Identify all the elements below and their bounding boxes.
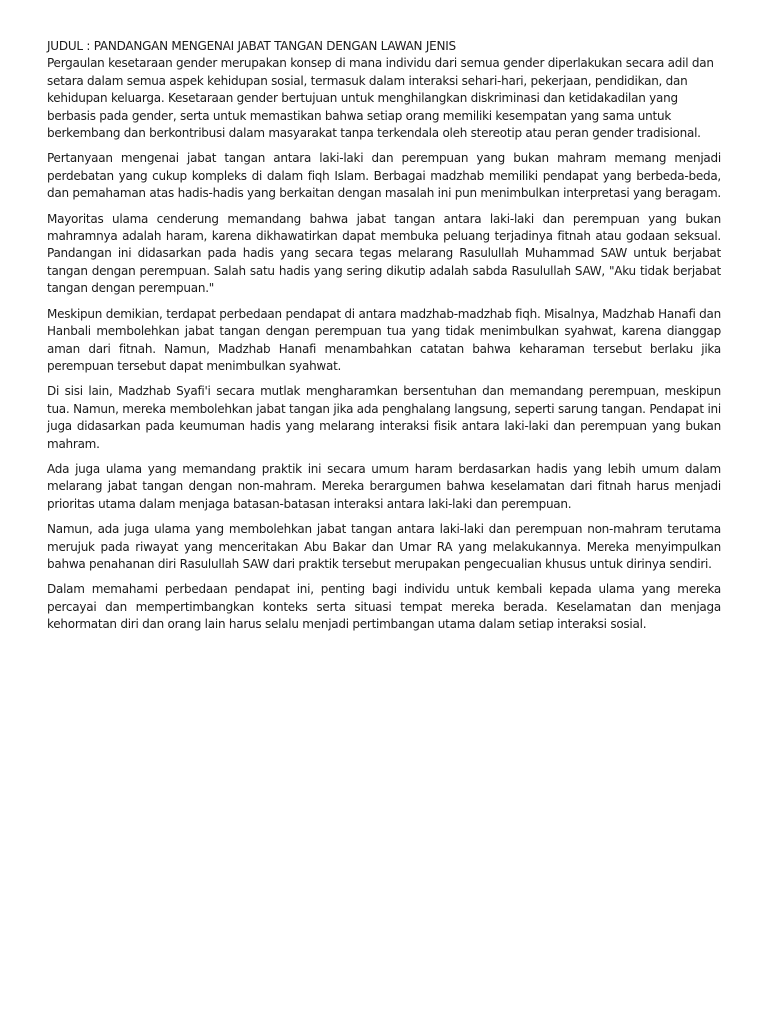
document-title: JUDUL : PANDANGAN MENGENAI JABAT TANGAN DENGAN LAWAN JENIS <box>47 39 456 53</box>
paragraph-question: Pertanyaan mengenai jabat tangan antara laki-laki dan perempuan yang bukan mahram memang menjadi perdebatan yang cukup kompleks di dalam fiqh Islam. Berbagai madzhab memiliki pendapat yang berbeda-beda, dan pemahaman atas hadis-hadis yang berkaitan dengan masalah ini pun menimbulkan interpretasi yang beragam. <box>47 151 721 201</box>
paragraph-majority-view: Mayoritas ulama cenderung memandang bahwa jabat tangan antara laki-laki dan perempuan yang bukan mahramnya adalah haram, karena dikhawatirkan dapat membuka peluang terjadinya fitnah atau godaan seksual. Pandangan ini didasarkan pada hadis yang secara tegas melarang Rasulullah Muhammad SAW untuk berjabat tangan dengan perempuan. Salah satu hadis yang sering dikutip adalah sabda Rasulullah SAW, "Aku tidak berjabat tangan dengan perempuan." <box>47 211 721 296</box>
paragraph-intro: Pergaulan kesetaraan gender merupakan konsep di mana individu dari semua gender diperlakukan secara adil dan setara dalam semua aspek kehidupan sosial, termasuk dalam interaksi sehari-hari, pekerjaan, pendidikan, dan kehidupan keluarga. Kesetaraan gender bertujuan untuk menghilangkan diskriminasi dan ketidakadilan yang berbasis pada gender, serta untuk memastikan bahwa setiap orang memiliki kesempatan yang sama untuk berkembang dan berkontribusi dalam masyarakat tanpa terkendala oleh stereotip atau peran gender tradisional. <box>47 56 714 141</box>
paragraph-syafii: Di sisi lain, Madzhab Syafi'i secara mutlak mengharamkan bersentuhan dan memandang perempuan, meskipun tua. Namun, mereka membolehkan jabat tangan jika ada penghalang langsung, seperti sarung tangan. Pendapat ini juga didasarkan pada keumuman hadis yang melarang interaksi fisik antara laki-laki dan perempuan yang bukan mahram. <box>47 384 721 451</box>
document-page <box>47 38 721 642</box>
paragraph-general-prohibition: Ada juga ulama yang memandang praktik ini secara umum haram berdasarkan hadis yang lebih umum dalam melarang jabat tangan dengan non-mahram. Mereka berargumen bahwa keselamatan dari fitnah harus menjadi prioritas utama dalam menjaga batasan-batasan interaksi antara laki-laki dan perempuan. <box>47 461 721 511</box>
paragraph-permissible-view: Namun, ada juga ulama yang membolehkan jabat tangan antara laki-laki dan perempuan non-mahram terutama merujuk pada riwayat yang menceritakan Abu Bakar dan Umar RA yang melakukannya. Mereka menyimpulkan bahwa penahanan diri Rasulullah SAW dari praktik tersebut merupakan pengecualian khusus untuk dirinya sendiri. <box>47 522 721 571</box>
paragraph-hanafi-hanbali: Meskipun demikian, terdapat perbedaan pendapat di antara madzhab-madzhab fiqh. Misalnya, Madzhab Hanafi dan Hanbali membolehkan jabat tangan dengan perempuan tua yang tidak menimbulkan syahwat, karena dianggap aman dari fitnah. Namun, Madzhab Hanafi menambahkan catatan bahwa keharaman tersebut berlaku jika perempuan tersebut dapat menimbulkan syahwat. <box>47 306 721 373</box>
paragraph-conclusion: Dalam memahami perbedaan pendapat ini, penting bagi individu untuk kembali kepada ulama yang mereka percayai dan mempertimbangkan konteks serta situasi tempat mereka berada. Keselamatan dan menjaga kehormatan diri dan orang lain harus selalu menjadi pertimbangan utama dalam setiap interaksi sosial. <box>47 582 721 632</box>
